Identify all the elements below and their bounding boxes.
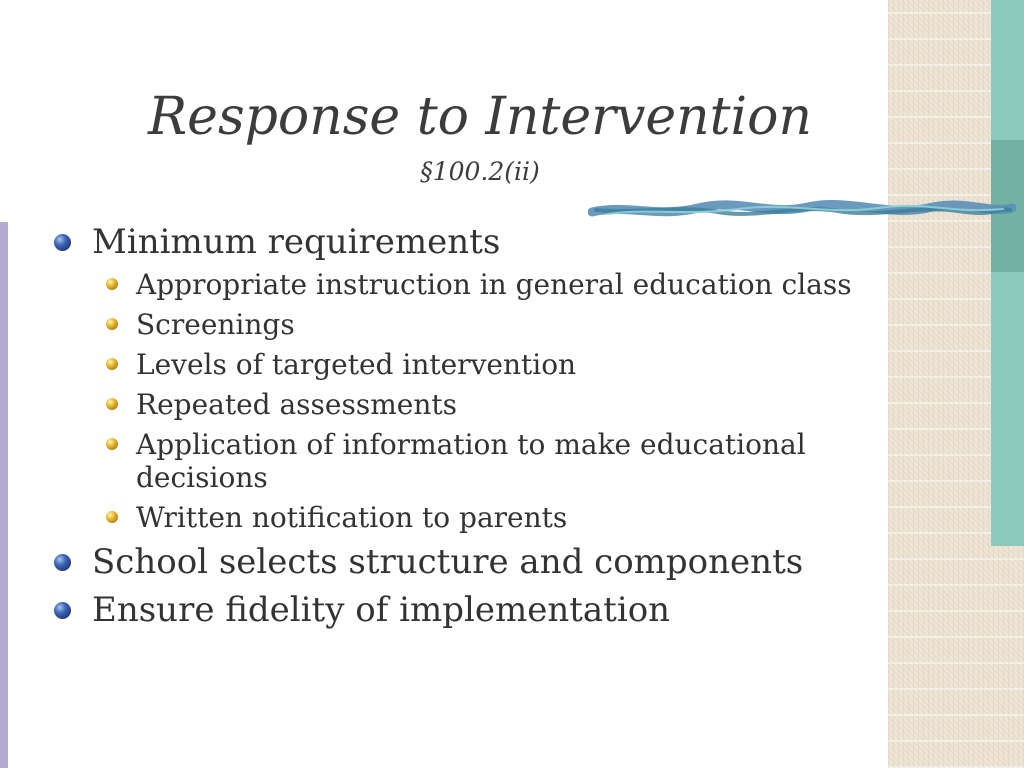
blue-sphere-bullet-icon (54, 234, 71, 251)
sub-bullet-item (52, 428, 912, 494)
sub-bullet-text: Repeated assessments (136, 388, 458, 421)
bullet-item (52, 542, 912, 582)
sub-bullet-text: Application of information to make educational decisions (136, 428, 806, 494)
sub-bullet-text: Appropriate instruction in general education class (136, 268, 852, 301)
slide-subtitle: §100.2(ii) (420, 157, 540, 186)
bullet-text: Ensure fidelity of implementation (92, 590, 671, 630)
blue-sphere-bullet-icon (54, 554, 71, 571)
sub-bullet-text: Written notification to parents (136, 501, 568, 534)
slide-title: Response to Intervention (148, 87, 812, 147)
sub-bullet-text: Levels of targeted intervention (136, 348, 577, 381)
gold-sphere-bullet-icon (106, 438, 118, 450)
bullet-item (52, 590, 912, 630)
sub-bullet-item (52, 348, 912, 381)
bullet-text: Minimum requirements (92, 222, 501, 262)
left-accent-bar (0, 222, 8, 768)
bullet-item (52, 222, 912, 262)
sub-bullet-item (52, 501, 912, 534)
blue-sphere-bullet-icon (54, 602, 71, 619)
bullet-text: School selects structure and components (92, 542, 804, 582)
sub-bullet-list (52, 268, 912, 534)
sub-bullet-item (52, 308, 912, 341)
gold-sphere-bullet-icon (106, 398, 118, 410)
sub-bullet-text: Screenings (136, 308, 295, 341)
gold-sphere-bullet-icon (106, 511, 118, 523)
sub-bullet-item (52, 388, 912, 421)
bullet-list (52, 222, 912, 630)
sub-bullet-item (52, 268, 912, 301)
gold-sphere-bullet-icon (106, 358, 118, 370)
gold-sphere-bullet-icon (106, 318, 118, 330)
teal-accent-strip (991, 0, 1024, 546)
gold-sphere-bullet-icon (106, 278, 118, 290)
